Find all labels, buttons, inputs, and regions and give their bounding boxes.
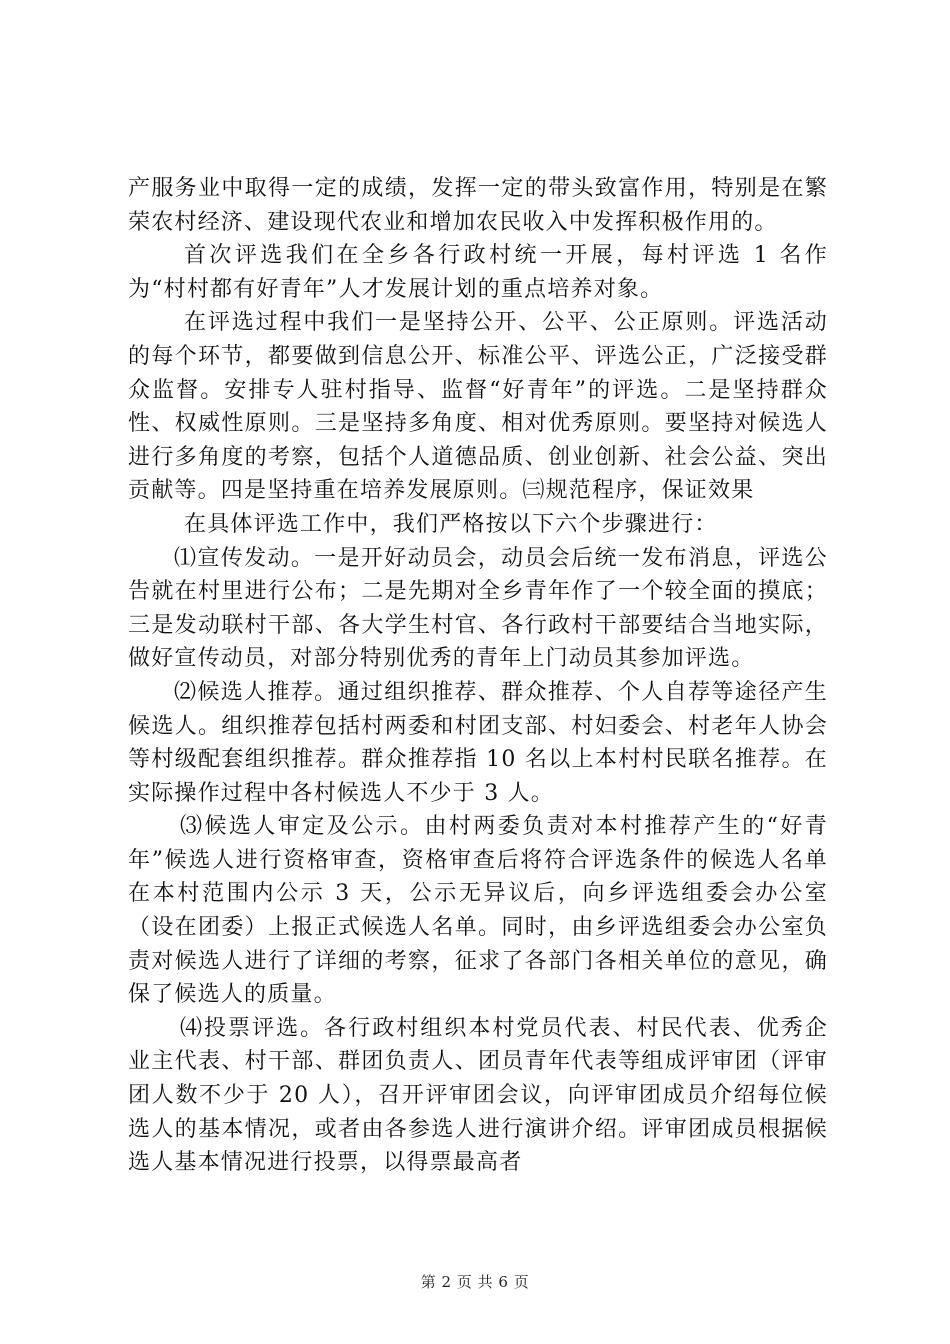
paragraph-six-steps-intro: 在具体评选工作中，我们严格按以下六个步骤进行： <box>184 511 718 537</box>
page-number-footer: 第 2 页 共 6 页 <box>420 1273 530 1291</box>
document-body <box>128 172 828 1180</box>
paragraph-step-publicity: ⑴宣传发动。一是开好动员会，动员会后统一发布消息，评选公告就在村里进行公布；二是先期对全乡青年作了一个较全面的摸底；三是发动联村干部、各大学生村官、各行政村干部要结合当地实际，做好宣传动员，对部分特别优秀的青年上门动员其参加评选。 <box>128 545 828 672</box>
paragraph-continuation: 产服务业中取得一定的成绩，发挥一定的带头致富作用，特别是在繁荣农村经济、建设现代农业和增加农民收入中发挥积极作用的。 <box>128 176 828 235</box>
paragraph-principles: 在评选过程中我们一是坚持公开、公平、公正原则。评选活动的每个环节，都要做到信息公开、标准公平、评选公正，广泛接受群众监督。安排专人驻村指导、监督“好青年”的评选。二是坚持群众性、权威性原则。三是坚持多角度、相对优秀原则。要坚持对候选人进行多角度的考察，包括个人道德品质、创业创新、社会公益、突出贡献等。四是坚持重在培养发展原则。㈢规范程序，保证效果 <box>128 310 828 504</box>
paragraph-first-selection: 首次评选我们在全乡各行政村统一开展，每村评选 1 名作为“村村都有好青年”人才发展计划的重点培养对象。 <box>128 243 828 302</box>
paragraph-step-voting: ⑷投票评选。各行政村组织本村党员代表、村民代表、优秀企业主代表、村干部、群团负责人、团员青年代表等组成评审团（评审团人数不少于 20 人），召开评审团会议，向评审团成员介绍每位候选人的基本情况，或者由各参选人进行演讲介绍。评审团成员根据候选人基本情况进行投票，以得票最高者 <box>128 1015 828 1176</box>
paragraph-step-review-publicity: ⑶候选人审定及公示。由村两委负责对本村推荐产生的“好青年”候选人进行资格审查，资格审查后将符合评选条件的候选人名单在本村范围内公示 3 天，公示无异议后，向乡评选组委会办公室（设在团委）上报正式候选人名单。同时，由乡评选组委会办公室负责对候选人进行了详细的考察，征求了各部门各相关单位的意见，确保了候选人的质量。 <box>128 814 828 1008</box>
paragraph-step-recommendation: ⑵候选人推荐。通过组织推荐、群众推荐、个人自荐等途径产生候选人。组织推荐包括村两委和村团支部、村妇委会、村老年人协会等村级配套组织推荐。群众推荐指 10 名以上本村村民联名推荐。在实际操作过程中各村候选人不少于 3 人。 <box>128 679 828 806</box>
